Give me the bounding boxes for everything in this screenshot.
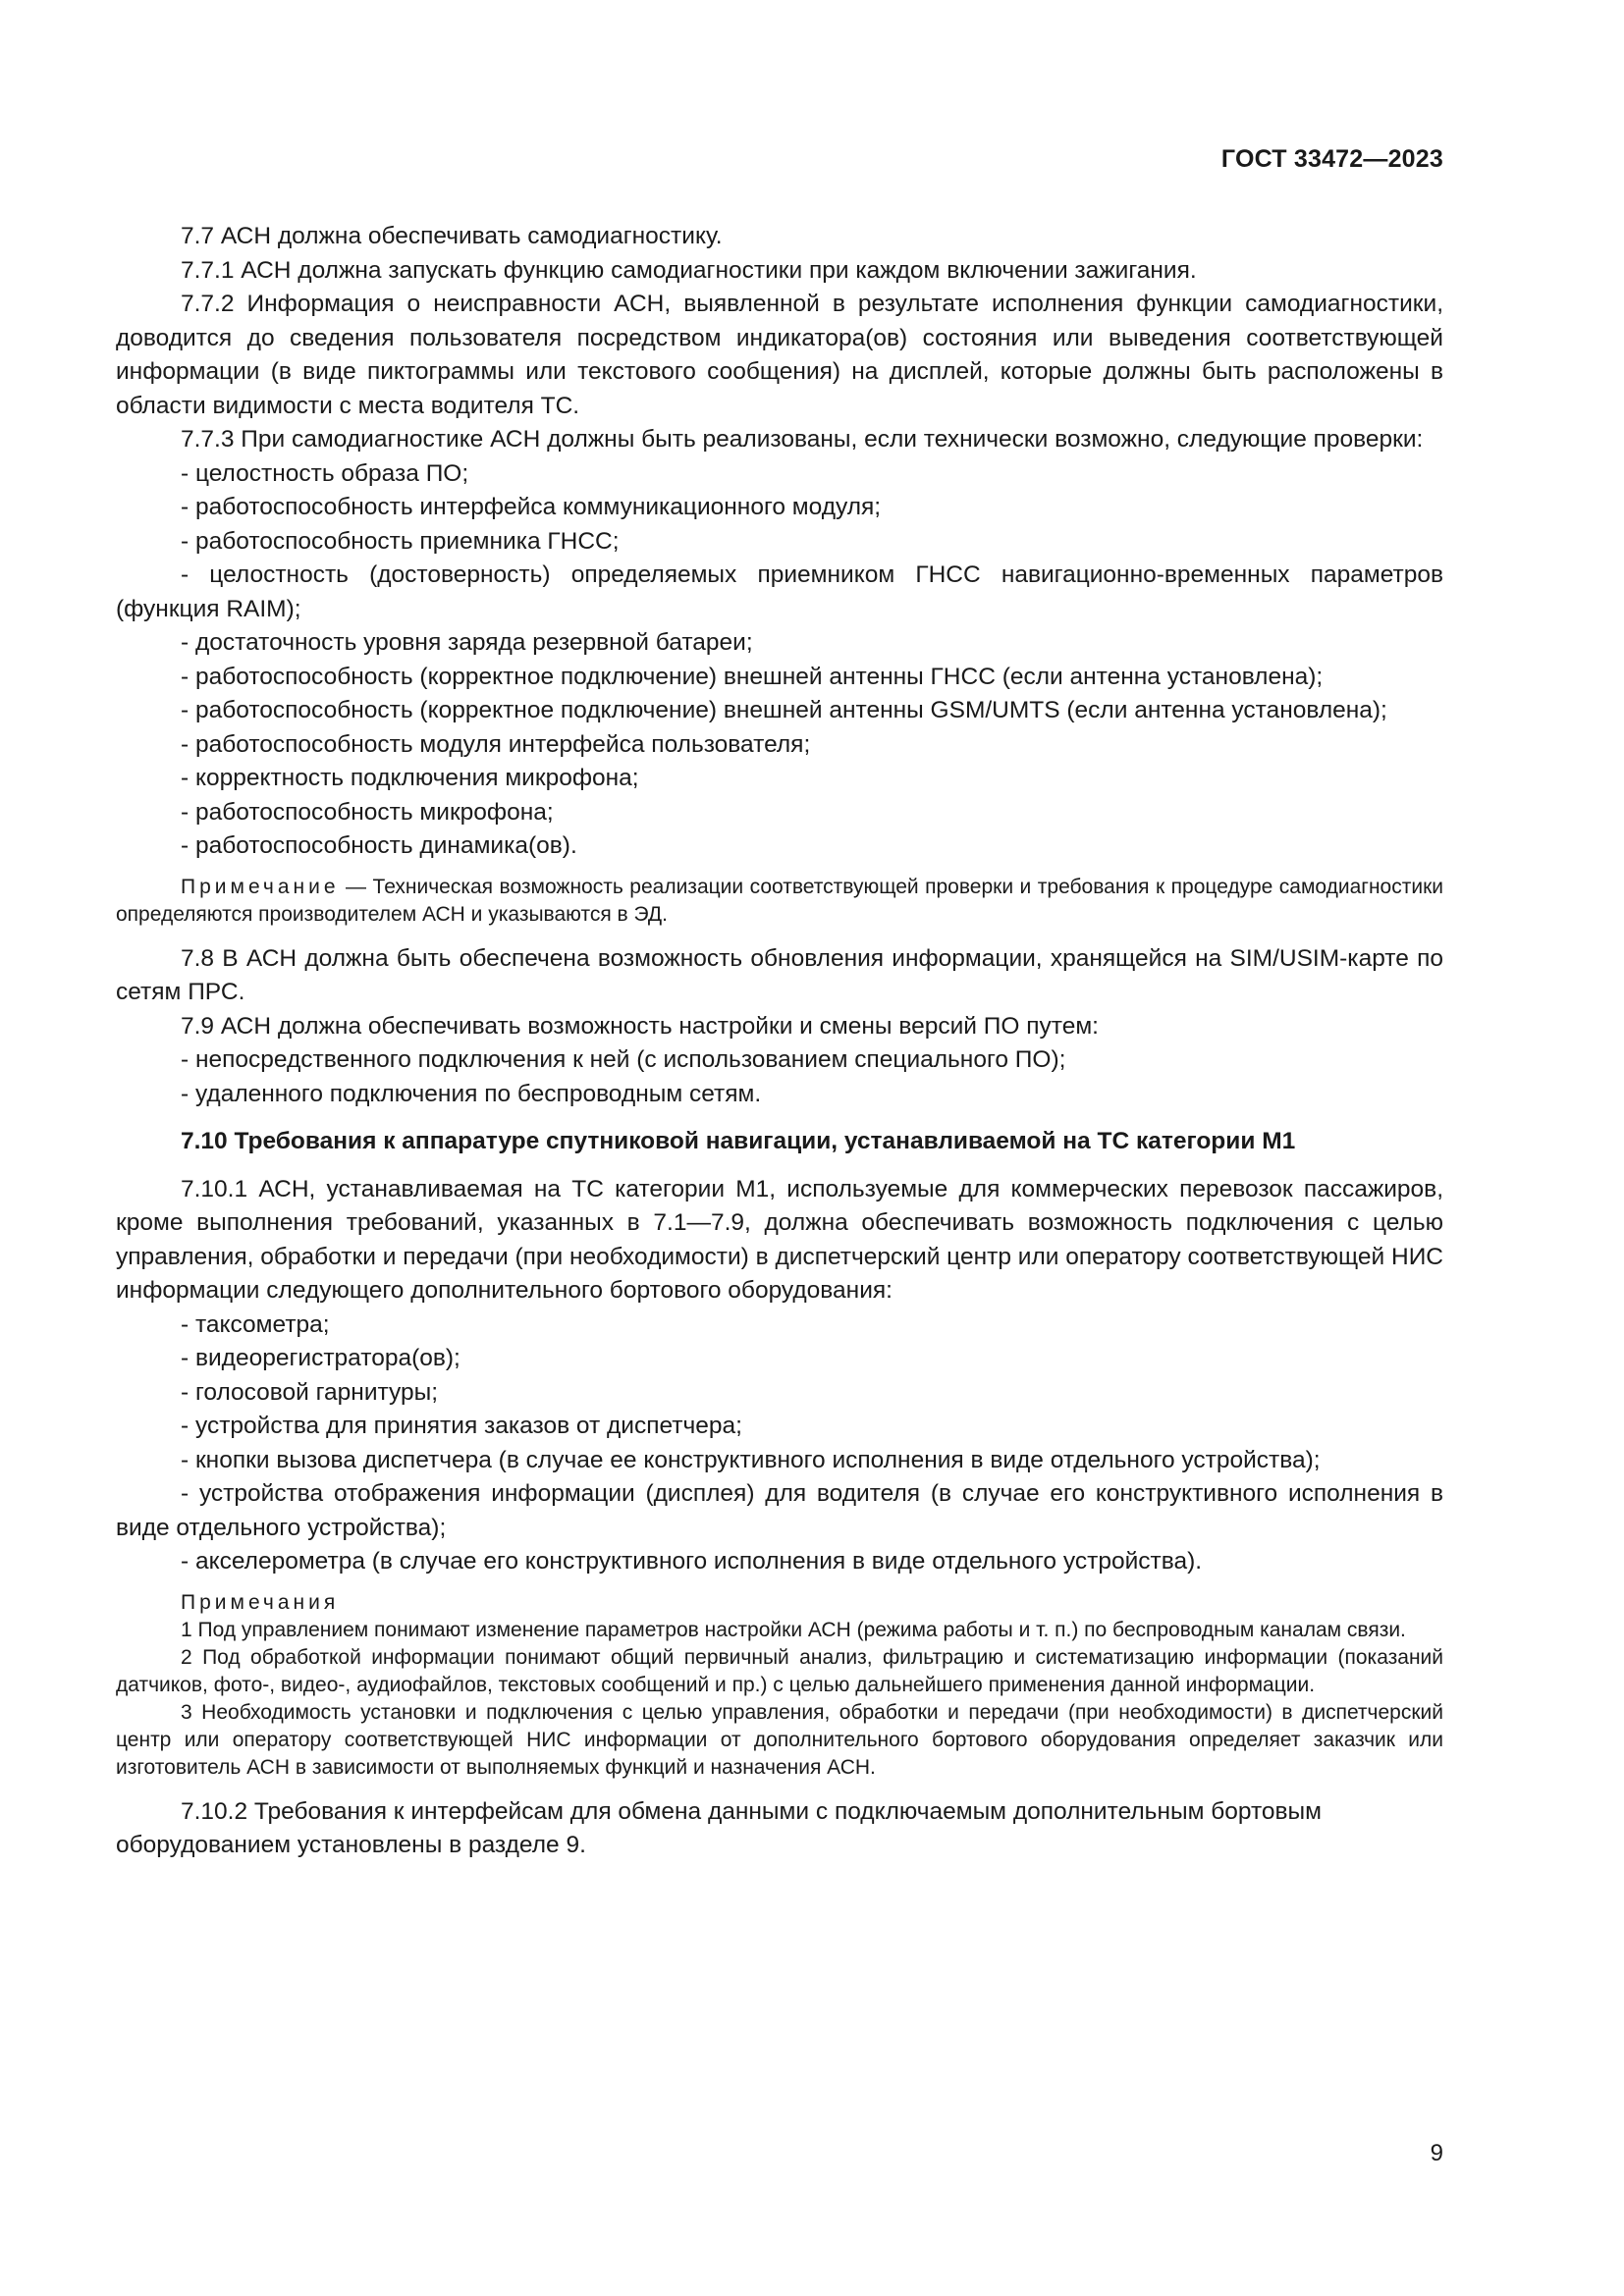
list-item: - работоспособность (корректное подключение) внешней антенны GSM/UMTS (если антенна установлена); bbox=[181, 697, 1387, 723]
list-item: - голосовой гарнитуры; bbox=[181, 1378, 439, 1406]
document-body bbox=[116, 220, 1443, 1863]
list-item: - работоспособность микрофона; bbox=[181, 798, 554, 826]
clause-7-10-2: 7.10.2 Требования к интерфейсам для обмена данными с подключаемым дополнительным бортовым оборудованием установлены в разделе 9. bbox=[116, 1797, 1323, 1858]
list-item: - целостность (достоверность) определяемых приемником ГНСС навигационно-временных параметров (функция RAIM); bbox=[116, 561, 1443, 622]
list-item: - устройства для принятия заказов от диспетчера; bbox=[181, 1413, 742, 1439]
notes-heading: Примечания bbox=[181, 1590, 340, 1614]
list-item: - работоспособность приемника ГНСС; bbox=[181, 527, 620, 555]
clause-7-7-1: 7.7.1 АСН должна запускать функцию самодиагностики при каждом включении зажигания. bbox=[181, 256, 1197, 284]
document-code-header: ГОСТ 33472—2023 bbox=[1220, 145, 1443, 173]
list-item: - работоспособность модуля интерфейса пользователя; bbox=[181, 730, 811, 758]
list-item: - целостность образа ПО; bbox=[181, 459, 469, 487]
note-self-diagnostics bbox=[116, 874, 1443, 929]
list-item: - удаленного подключения по беспроводным сетям. bbox=[181, 1080, 762, 1107]
clause-7-7-3: 7.7.3 При самодиагностике АСН должны быть реализованы, если технически возможно, следующие проверки: bbox=[181, 426, 1424, 453]
list-item: - корректность подключения микрофона; bbox=[181, 765, 639, 791]
list-item: - достаточность уровня заряда резервной батареи; bbox=[181, 629, 753, 656]
note-item-2: 2 Под обработкой информации понимают общий первичный анализ, фильтрацию и систематизацию информации (показаний датчиков, фото-, видео-, аудиофайлов, текстовых сообщений и пр.) с целью дальнейшего применения данной информации. bbox=[116, 1645, 1443, 1696]
document-page bbox=[116, 0, 1443, 2296]
list-item: - работоспособность динамика(ов). bbox=[181, 832, 577, 859]
note-label: Примечание bbox=[181, 875, 340, 898]
note-item-3: 3 Необходимость установки и подключения с целью управления, обработки и передачи (при необходимости) в диспетчерский центр или оператору соответствующей НИС информации от дополнительного бортового оборудования определяет заказчик или изготовитель АСН в зависимости от выполняемых функций и назначения АСН. bbox=[116, 1700, 1443, 1779]
note-item-1: 1 Под управлением понимают изменение параметров настройки АСН (режима работы и т. п.) по беспроводным каналам связи. bbox=[181, 1618, 1406, 1641]
clause-7-9: 7.9 АСН должна обеспечивать возможность настройки и смены версий ПО путем: bbox=[181, 1012, 1099, 1040]
clause-7-8: 7.8 В АСН должна быть обеспечена возможность обновления информации, хранящейся на SIM/USIM-карте по сетям ПРС. bbox=[116, 944, 1443, 1005]
list-item: - работоспособность (корректное подключение) внешней антенны ГНСС (если антенна установлена); bbox=[181, 663, 1324, 690]
list-item: - работоспособность интерфейса коммуникационного модуля; bbox=[181, 494, 882, 520]
list-item: - таксометра; bbox=[181, 1310, 330, 1338]
list-item: - видеорегистратора(ов); bbox=[181, 1345, 460, 1371]
clause-7-7-2: 7.7.2 Информация о неисправности АСН, выявленной в результате исполнения функции самодиагностики, доводится до сведения пользователя посредством индикатора(ов) состояния или выведения соответствующей информации (в виде пиктограммы или текстового сообщения) на дисплей, которые должны быть расположены в области видимости с места водителя ТС. bbox=[116, 291, 1443, 419]
list-item: - кнопки вызова диспетчера (в случае ее конструктивного исполнения в виде отдельного устройства); bbox=[181, 1446, 1321, 1473]
list-item: - акселерометра (в случае его конструктивного исполнения в виде отдельного устройства). bbox=[181, 1548, 1203, 1575]
page-number: 9 bbox=[1430, 2140, 1443, 2166]
note-text: — Техническая возможность реализации соответствующей проверки и требования к процедуре самодиагностики определяются производителем АСН и указываются в ЭД. bbox=[116, 875, 1443, 926]
list-item: - непосредственного подключения к ней (с использованием специального ПО); bbox=[181, 1046, 1066, 1073]
list-item: - устройства отображения информации (дисплея) для водителя (в случае его конструктивного исполнения в виде отдельного устройства); bbox=[116, 1480, 1443, 1541]
clause-7-7: 7.7 АСН должна обеспечивать самодиагностику. bbox=[181, 223, 723, 249]
clause-7-10-1: 7.10.1 АСН, устанавливаемая на ТС категории М1, используемые для коммерческих перевозок пассажиров, кроме выполнения требований, указанных в 7.1—7.9, должна обеспечивать возможность подключения с целью управления, обработки и передачи (при необходимости) в диспетчерский центр или оператору соответствующей НИС информации следующего дополнительного бортового оборудования: bbox=[116, 1175, 1443, 1304]
section-heading-7-10: 7.10 Требования к аппаратуре спутниковой навигации, устанавливаемой на ТС категории М1 bbox=[181, 1128, 1296, 1154]
